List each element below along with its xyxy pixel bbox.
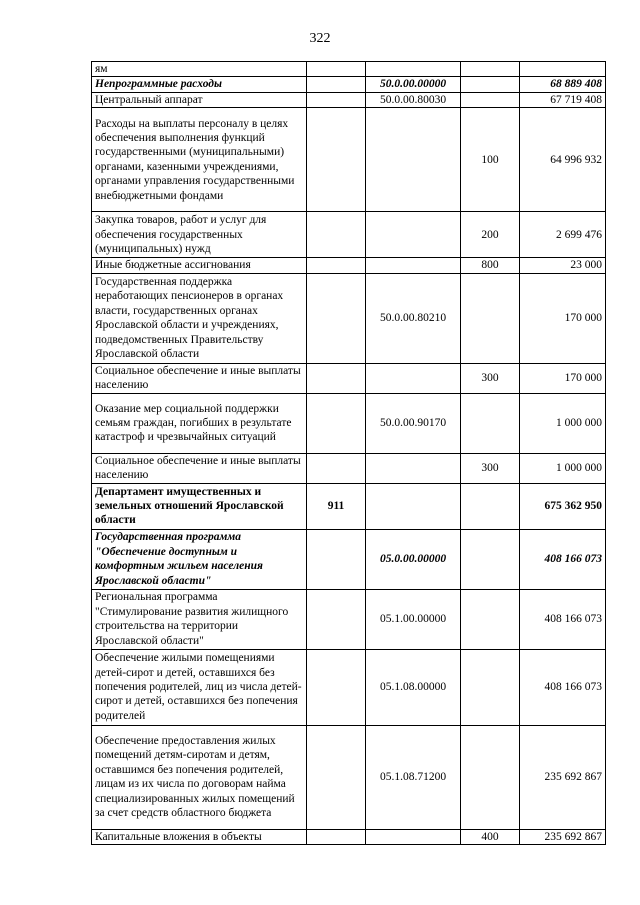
row-csr-cell: 05.1.08.00000: [366, 649, 461, 725]
row-vr-cell: 200: [461, 212, 520, 258]
table-row: [92, 725, 606, 829]
row-amount-cell: 64 996 932: [520, 108, 606, 212]
row-vr-cell: [461, 62, 520, 77]
row-csr-cell: [366, 453, 461, 483]
table-row: [92, 453, 606, 483]
row-csr-cell: [366, 483, 461, 529]
table-row: [92, 92, 606, 107]
row-amount-cell: 675 362 950: [520, 483, 606, 529]
table-row: [92, 212, 606, 258]
row-name-cell: ям: [92, 62, 307, 77]
row-amount-cell: 2 699 476: [520, 212, 606, 258]
row-amount-cell: 1 000 000: [520, 453, 606, 483]
row-amount-cell: 170 000: [520, 363, 606, 393]
row-name-cell: Оказание мер социальной поддержки семьям граждан, погибших в результате катастроф и чрезвычайных ситуаций: [92, 393, 307, 453]
row-name-cell: Региональная программа "Стимулирование развития жилищного строительства на территории Ярославской области": [92, 589, 307, 649]
budget-table-body: [92, 62, 606, 845]
row-name-cell: Обеспечение жилыми помещениями детей-сирот и детей, оставшихся без попечения родителей, лиц из числа детей-сирот и детей, оставшихся без попечения родителей: [92, 649, 307, 725]
row-dept-cell: [307, 77, 366, 92]
row-dept-cell: [307, 649, 366, 725]
row-amount-cell: 408 166 073: [520, 649, 606, 725]
table-row: [92, 529, 606, 589]
page-number: 322: [309, 31, 331, 46]
table-row: [92, 649, 606, 725]
table-row: [92, 829, 606, 844]
row-csr-cell: [366, 108, 461, 212]
row-dept-cell: 911: [307, 483, 366, 529]
table-row: [92, 77, 606, 92]
row-dept-cell: [307, 829, 366, 844]
row-vr-cell: 300: [461, 363, 520, 393]
row-amount-cell: 235 692 867: [520, 725, 606, 829]
row-dept-cell: [307, 273, 366, 363]
row-csr-cell: [366, 829, 461, 844]
row-vr-cell: [461, 483, 520, 529]
row-vr-cell: [461, 393, 520, 453]
row-vr-cell: 300: [461, 453, 520, 483]
table-row: [92, 483, 606, 529]
table-row: [92, 108, 606, 212]
row-name-cell: Социальное обеспечение и иные выплаты населению: [92, 453, 307, 483]
row-csr-cell: [366, 62, 461, 77]
row-amount-cell: [520, 62, 606, 77]
row-vr-cell: [461, 529, 520, 589]
row-csr-cell: 05.0.00.00000: [366, 529, 461, 589]
row-vr-cell: 800: [461, 258, 520, 273]
row-dept-cell: [307, 725, 366, 829]
row-name-cell: Обеспечение предоставления жилых помещений детям-сиротам и детям, оставшимся без попечения родителей, лицам из их числа по договорам найма специализированных жилых помещений за счет средств областного бюджета: [92, 725, 307, 829]
row-dept-cell: [307, 258, 366, 273]
row-dept-cell: [307, 453, 366, 483]
row-dept-cell: [307, 108, 366, 212]
row-amount-cell: 1 000 000: [520, 393, 606, 453]
row-amount-cell: 68 889 408: [520, 77, 606, 92]
row-name-cell: Непрограммные расходы: [92, 77, 307, 92]
row-amount-cell: 408 166 073: [520, 529, 606, 589]
row-vr-cell: [461, 725, 520, 829]
row-csr-cell: 50.0.00.00000: [366, 77, 461, 92]
row-dept-cell: [307, 62, 366, 77]
row-csr-cell: 50.0.00.80210: [366, 273, 461, 363]
row-dept-cell: [307, 529, 366, 589]
row-name-cell: Государственная программа "Обеспечение доступным и комфортным жильем населения Ярославской области": [92, 529, 307, 589]
row-name-cell: Государственная поддержка неработающих пенсионеров в органах власти, государственных органах Ярославской области и учреждениях, подведомственных Правительству Ярославской области: [92, 273, 307, 363]
budget-table: [91, 61, 606, 845]
row-vr-cell: [461, 92, 520, 107]
row-name-cell: Иные бюджетные ассигнования: [92, 258, 307, 273]
table-row: [92, 393, 606, 453]
row-csr-cell: [366, 258, 461, 273]
row-vr-cell: 400: [461, 829, 520, 844]
row-vr-cell: [461, 589, 520, 649]
row-dept-cell: [307, 212, 366, 258]
row-name-cell: Капитальные вложения в объекты: [92, 829, 307, 844]
row-amount-cell: 67 719 408: [520, 92, 606, 107]
row-name-cell: Департамент имущественных и земельных отношений Ярославской области: [92, 483, 307, 529]
row-csr-cell: [366, 212, 461, 258]
table-row: [92, 589, 606, 649]
row-csr-cell: 50.0.00.90170: [366, 393, 461, 453]
row-name-cell: Расходы на выплаты персоналу в целях обеспечения выполнения функций государственными (муниципальными) органами, казенными учреждениями, органами управления государственными внебюджетными фондами: [92, 108, 307, 212]
row-csr-cell: 05.1.00.00000: [366, 589, 461, 649]
row-dept-cell: [307, 92, 366, 107]
row-vr-cell: 100: [461, 108, 520, 212]
table-row: [92, 363, 606, 393]
row-vr-cell: [461, 273, 520, 363]
row-name-cell: Закупка товаров, работ и услуг для обеспечения государственных (муниципальных) нужд: [92, 212, 307, 258]
row-amount-cell: 235 692 867: [520, 829, 606, 844]
table-row: [92, 273, 606, 363]
row-vr-cell: [461, 649, 520, 725]
row-csr-cell: 50.0.00.80030: [366, 92, 461, 107]
row-amount-cell: 23 000: [520, 258, 606, 273]
row-dept-cell: [307, 393, 366, 453]
row-name-cell: Центральный аппарат: [92, 92, 307, 107]
row-amount-cell: 408 166 073: [520, 589, 606, 649]
row-vr-cell: [461, 77, 520, 92]
row-dept-cell: [307, 363, 366, 393]
row-csr-cell: [366, 363, 461, 393]
row-name-cell: Социальное обеспечение и иные выплаты населению: [92, 363, 307, 393]
table-row: [92, 258, 606, 273]
table-row: [92, 62, 606, 77]
row-csr-cell: 05.1.08.71200: [366, 725, 461, 829]
row-dept-cell: [307, 589, 366, 649]
row-amount-cell: 170 000: [520, 273, 606, 363]
